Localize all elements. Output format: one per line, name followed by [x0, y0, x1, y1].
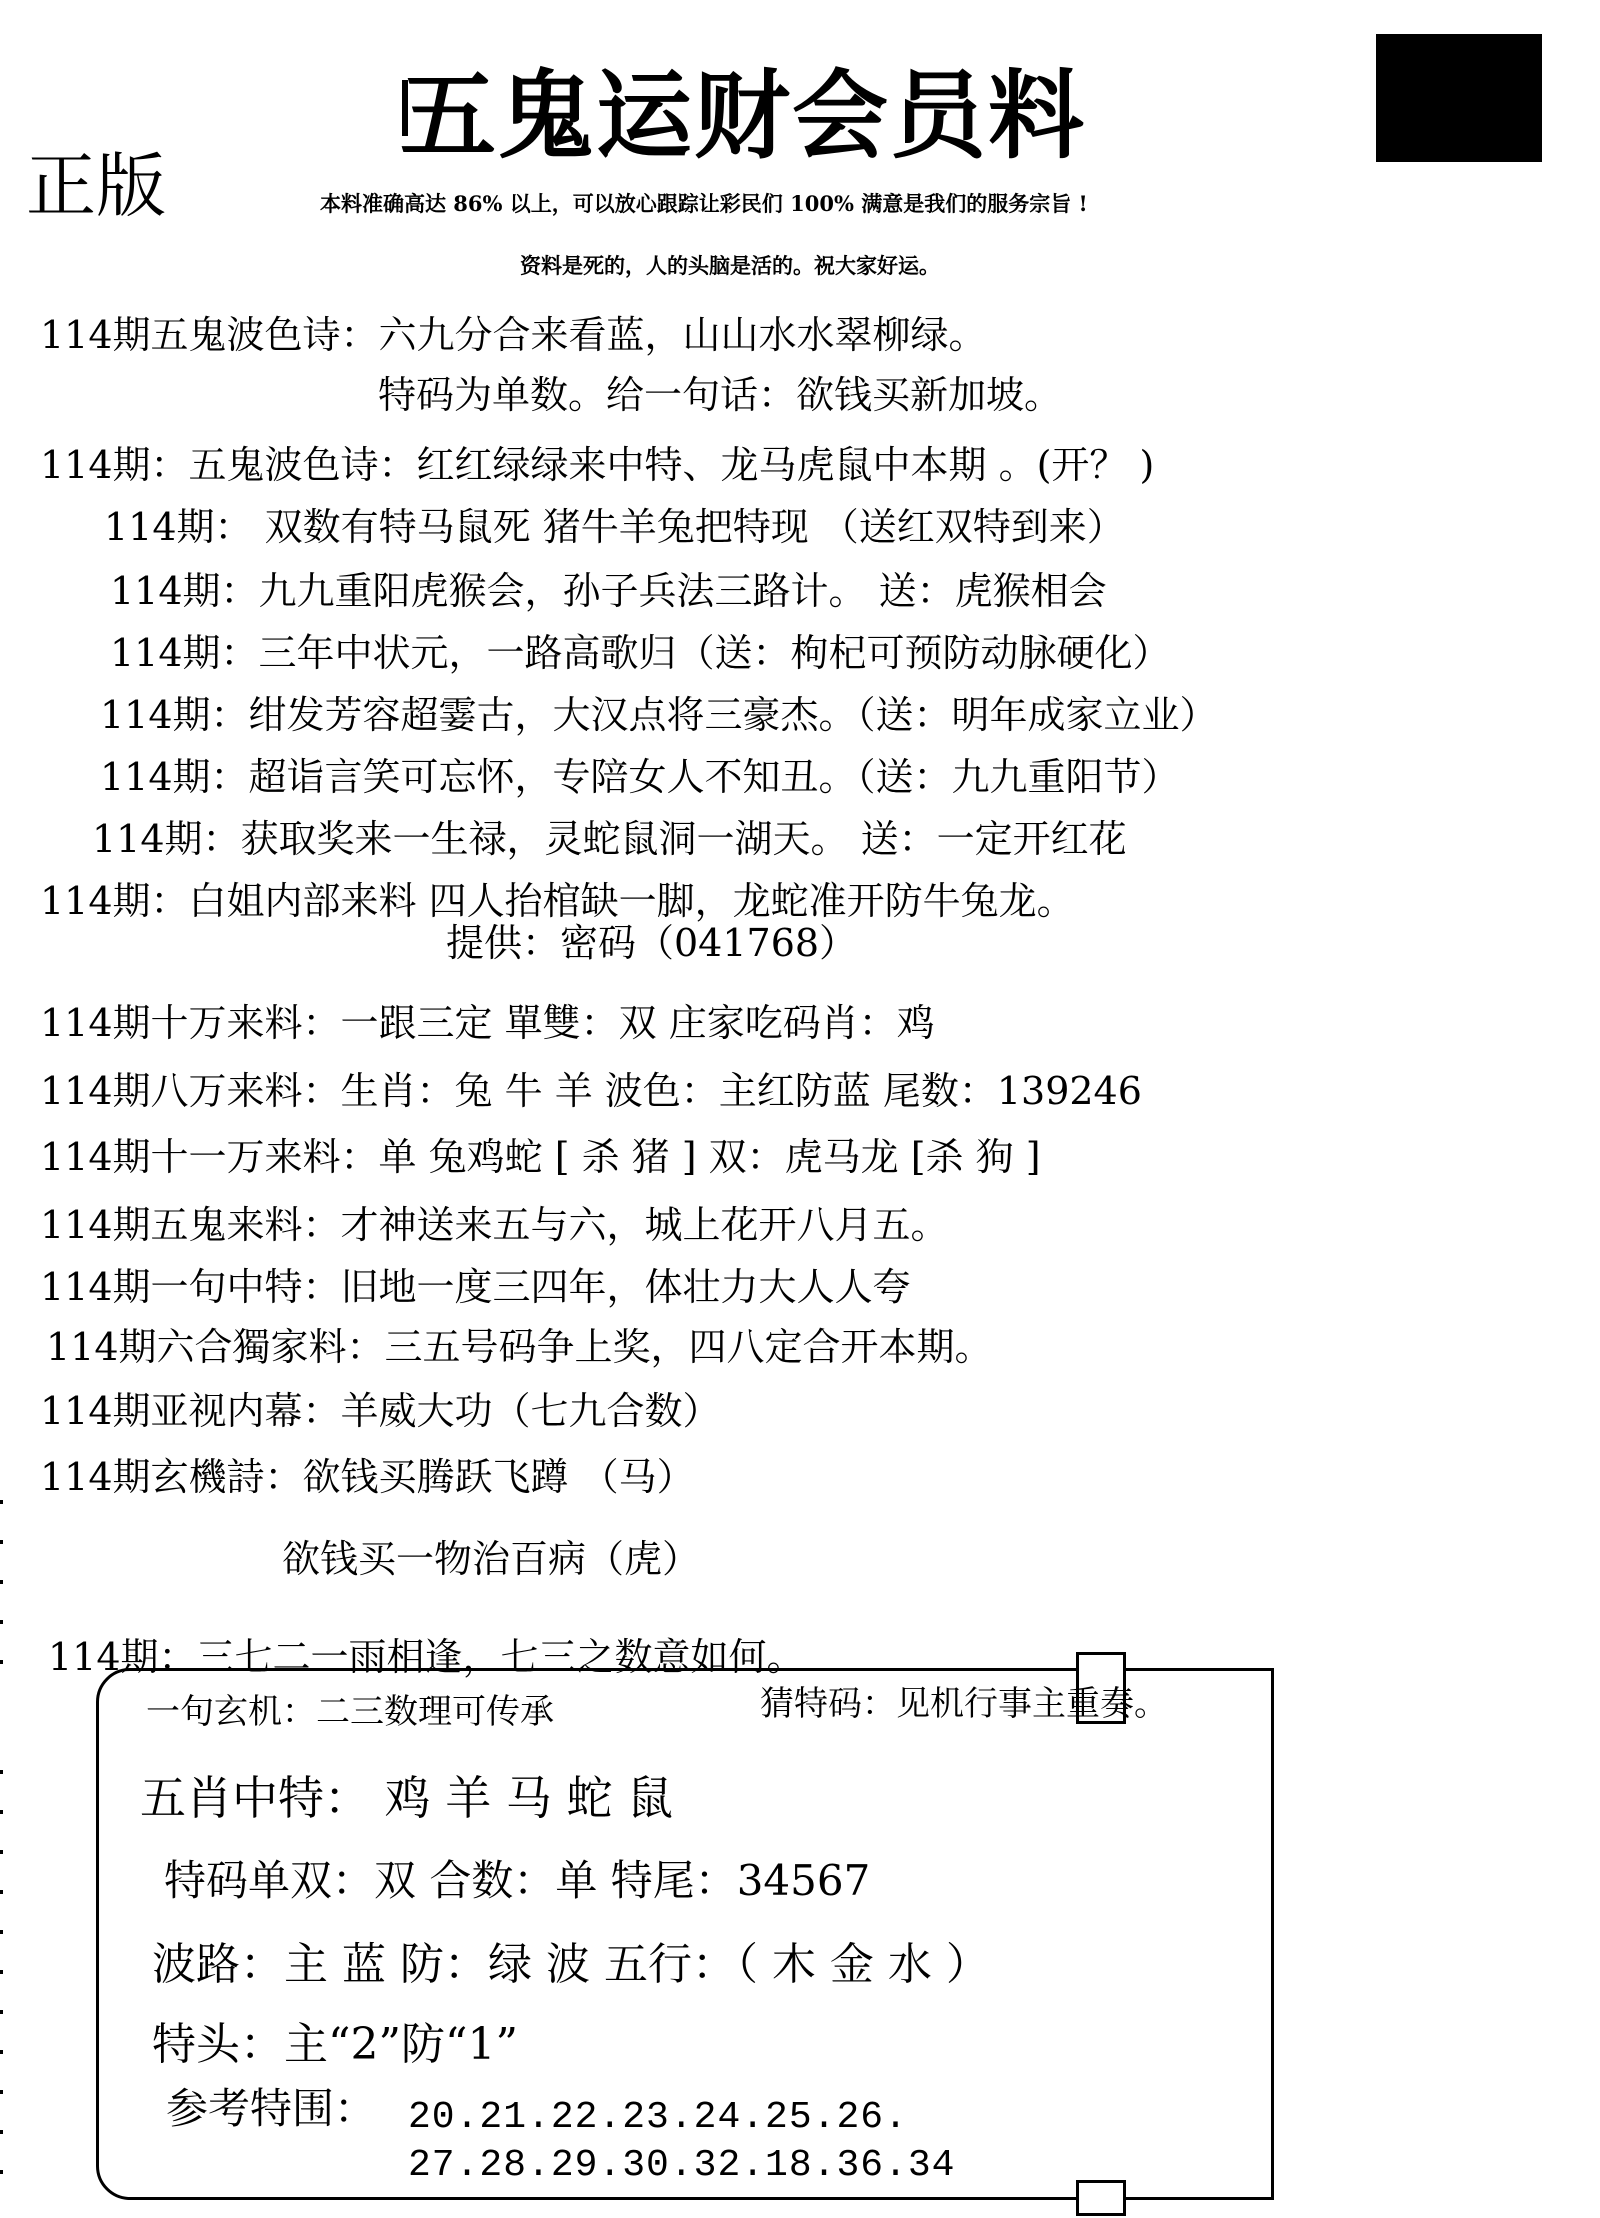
riddle-line: 一句玄机：二三数理可传承 — [146, 1692, 554, 1732]
odd-even-line: 特码单双：双 合数：单 特尾：34567 — [164, 1856, 871, 1905]
motto: 资料是死的，人的头脑是活的。祝大家好运。 — [520, 253, 940, 278]
page-title: 五鬼运财会员料 — [400, 59, 1086, 172]
text-line: 114期：获取奖来一生禄，灵蛇鼠洞一湖天。 送：一定开红花 — [92, 817, 1127, 861]
margin-dots — [0, 1770, 3, 2190]
text-line: 114期：超诣言笑可忘怀，专陪女人不知丑。（送：九九重阳节） — [100, 755, 1180, 799]
ref-numbers-row2: 27.28.29.30.32.18.36.34 — [408, 2144, 956, 2187]
text-line: 114期：三年中状元，一路高歌归（送：枸杞可预防动脉硬化） — [110, 631, 1171, 675]
tagline: 本料准确高达 86% 以上，可以放心跟踪让彩民们 100% 满意是我们的服务宗旨 ! — [320, 191, 1088, 216]
text-line: 欲钱买一物治百病（虎） — [282, 1537, 701, 1581]
text-line: 114期：三七二一雨相逢，七三之数意如何。 — [48, 1635, 805, 1679]
guess-line: 猜特码：见机行事主重奏。 — [760, 1684, 1168, 1724]
text-line: 114期五鬼来料：才神送来五与六，城上花开八月五。 — [40, 1203, 949, 1247]
ref-label: 参考特围： — [166, 2084, 377, 2133]
black-block — [1376, 34, 1542, 162]
wave-line: 波路：主 蓝 防：绿 波 五行：（ 木 金 水 ） — [152, 1939, 990, 1990]
text-line: 114期亚视内幕：羊威大功（七九合数） — [40, 1389, 721, 1433]
edition-badge: 正版 — [26, 145, 166, 227]
text-line: 114期： 双数有特马鼠死 猪牛羊兔把特现 （送红双特到来） — [104, 505, 1125, 549]
text-line: 提供：密码（041768） — [446, 921, 858, 965]
text-line: 114期五鬼波色诗：六九分合来看蓝，山山水水翠柳绿。 — [40, 313, 987, 357]
text-line: 114期十万来料：一跟三定 單雙：双 庄家吃码肖：鸡 — [40, 1001, 935, 1045]
text-line: 114期一句中特：旧地一度三四年，体壮力大人人夸 — [40, 1265, 911, 1309]
text-line: 114期六合獨家料：三五号码争上奖，四八定合开本期。 — [46, 1325, 993, 1369]
five-zodiac-line: 五肖中特： 鸡 羊 马 蛇 鼠 — [140, 1771, 674, 1825]
head-line: 特头：主“2”防“1” — [152, 2019, 518, 2070]
text-line: 114期：绀发芳容超霎古，大汉点将三豪杰。（送：明年成家立业） — [100, 693, 1218, 737]
margin-dots — [0, 1500, 3, 1700]
text-line: 114期十一万来料：单 兔鸡蛇 [ 杀 猪 ] 双：虎马龙 [杀 狗 ] — [40, 1135, 1041, 1179]
text-line: 114期玄機詩：欲钱买腾跃飞蹲 （马） — [40, 1455, 695, 1499]
text-line: 特码为单数。给一句话：欲钱买新加坡。 — [378, 373, 1063, 417]
text-line: 114期：白姐内部来料 四人抬棺缺一脚，龙蛇准开防牛兔龙。 — [40, 879, 1075, 923]
text-line: 114期：九九重阳虎猴会，孙子兵法三路计。 送：虎猴相会 — [110, 569, 1107, 613]
box-clip-bottom — [1076, 2180, 1126, 2216]
ref-numbers-row1: 20.21.22.23.24.25.26. — [408, 2096, 908, 2139]
text-line: 114期八万来料：生肖：兔 牛 羊 波色：主红防蓝 尾数：139246 — [40, 1069, 1142, 1113]
text-line: 114期：五鬼波色诗：红红绿绿来中特、龙马虎鼠中本期 。(开？ ) — [40, 443, 1155, 487]
